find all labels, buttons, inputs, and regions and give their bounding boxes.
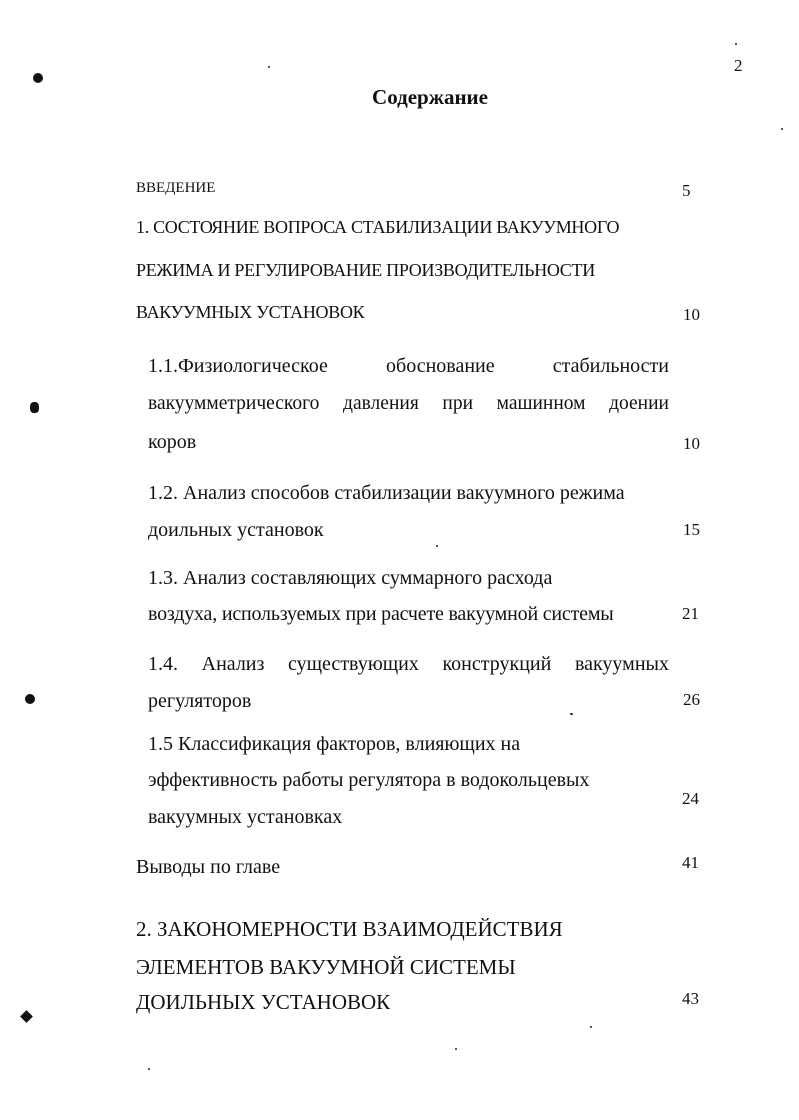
toc-s11-line3: коров [148,431,197,453]
toc-ch2-page: 43 [682,989,699,1008]
word: стабильности [552,355,669,377]
toc-s11-line1 [148,355,669,378]
toc-s11-line2 [148,393,669,415]
toc-conclusions-page: 41 [682,853,699,872]
toc-s15-line2: эффективность работы регулятора в водокольцевых [148,769,590,791]
toc-s11-page: 10 [683,434,700,453]
toc-ch2-line1: 2. ЗАКОНОМЕРНОСТИ ВЗАИМОДЕЙСТВИЯ [136,917,563,941]
word: доении [609,393,669,414]
toc-s14-line2: регуляторов [148,690,252,712]
scan-speck [436,545,438,547]
toc-s13-line2: воздуха, используемых при расчете вакуумной системы [148,603,614,625]
scan-speck [735,43,737,45]
scan-speck [148,1068,150,1070]
scan-dot [25,694,35,704]
scan-dot [30,402,39,413]
word: при [442,393,474,414]
word: вакуумных [574,653,669,675]
toc-s14-line1 [148,653,669,676]
toc-s13-page: 21 [682,604,699,623]
scan-speck [268,66,270,68]
toc-s12-line2: доильных установок [148,519,324,541]
scan-dot [33,73,43,83]
toc-ch1-line1: 1. СОСТОЯНИЕ ВОПРОСА СТАБИЛИЗАЦИИ ВАКУУМНОГО [136,217,620,237]
word: давления [343,393,419,414]
toc-s15-line1: 1.5 Классификация факторов, влияющих на [148,733,521,755]
toc-s12-page: 15 [683,520,700,539]
word: 1.4. [148,653,178,675]
toc-s15-line3: вакуумных установках [148,806,343,828]
word: 1.1.Физиологическое [148,355,328,377]
scan-speck [570,713,573,715]
toc-ch1-line3: ВАКУУМНЫХ УСТАНОВОК [136,302,365,322]
scan-dot [20,1010,33,1023]
page-title: Содержание [372,85,488,109]
toc-entry-intro-label: ВВЕДЕНИЕ [136,180,216,196]
scan-speck [590,1026,592,1028]
word: Анализ [201,653,265,675]
word: существующих [288,653,419,675]
toc-ch2-line2: ЭЛЕМЕНТОВ ВАКУУМНОЙ СИСТЕМЫ [136,955,516,979]
word: конструкций [442,653,552,675]
word: обоснование [386,355,495,377]
toc-conclusions-label: Выводы по главе [136,856,281,878]
scan-speck [781,128,783,130]
toc-s14-page: 26 [683,690,700,709]
toc-ch2-line3: ДОИЛЬНЫХ УСТАНОВОК [136,990,391,1014]
scan-speck [455,1048,457,1050]
toc-s12-line1: 1.2. Анализ способов стабилизации вакуумного режима [148,482,625,504]
page-number: 2 [734,56,743,75]
toc-s13-line1: 1.3. Анализ составляющих суммарного расхода [148,567,553,589]
toc-s15-page: 24 [682,789,699,808]
toc-ch1-page: 10 [683,305,700,324]
word: машинном [496,393,586,414]
toc-entry-intro-page: 5 [682,181,691,200]
toc-ch1-line2: РЕЖИМА И РЕГУЛИРОВАНИЕ ПРОИЗВОДИТЕЛЬНОСТИ [136,260,595,280]
word: вакуумметрического [148,393,320,414]
